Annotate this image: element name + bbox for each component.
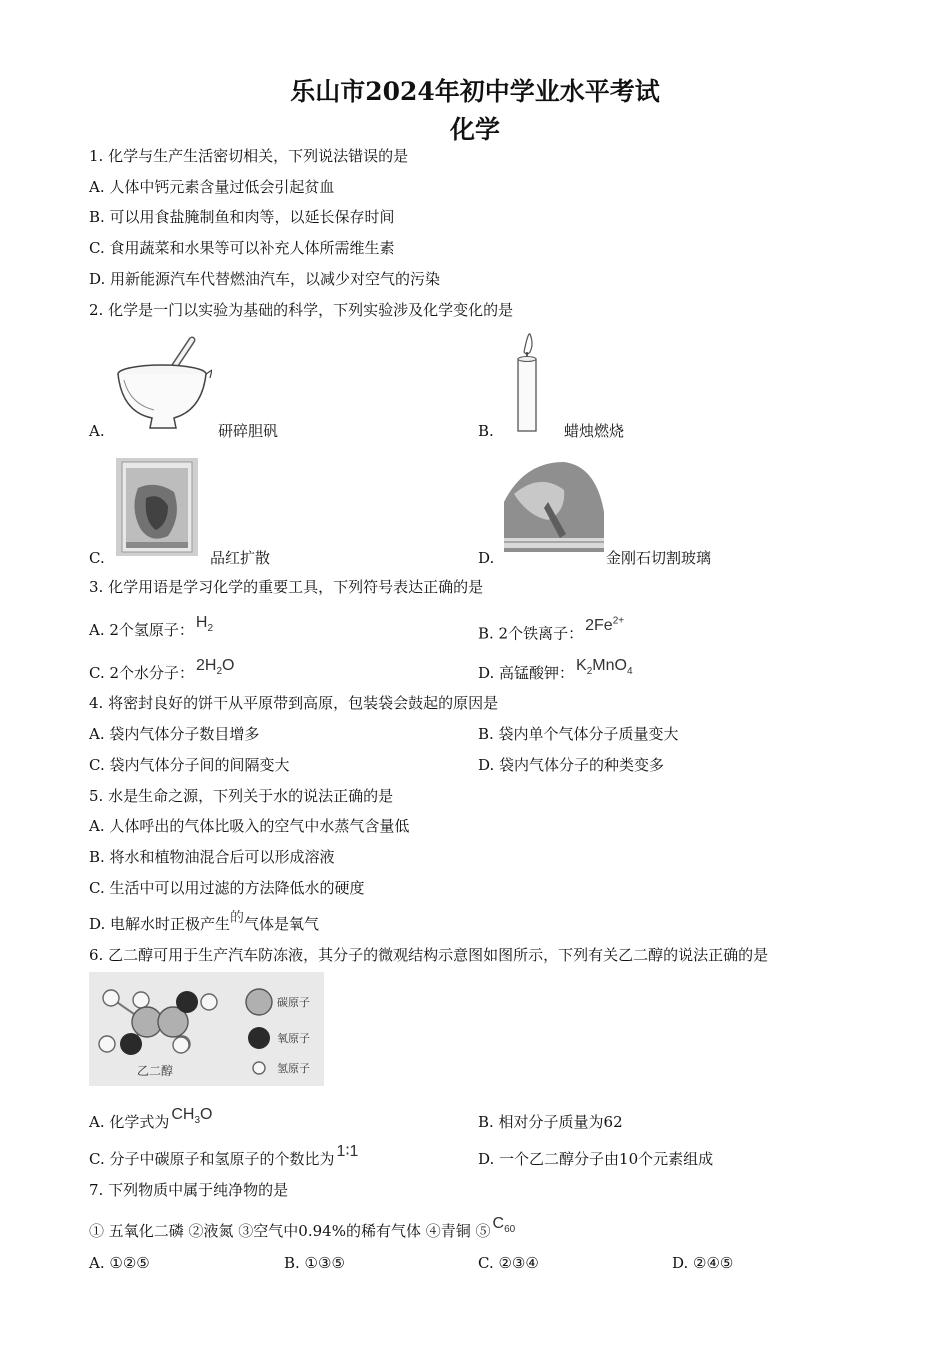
q2-option-a-text: 研碎胆矾 (218, 422, 279, 440)
q2-stem: 2. 化学是一门以实验为基础的科学，下列实验涉及化学变化的是 (89, 301, 514, 319)
q4-option-d: D. 袋内气体分子的种类变多 (478, 756, 665, 774)
q7-option-c: C. ②③④ (478, 1254, 539, 1272)
hydrogen-atom (103, 990, 119, 1006)
q4-stem: 4. 将密封良好的饼干从平原带到高原，包装袋会鼓起的原因是 (89, 694, 499, 712)
legend-carbon-atom (246, 989, 272, 1015)
q6-option-d: D. 一个乙二醇分子由10个元素组成 (478, 1150, 714, 1168)
q3-stem: 3. 化学用语是学习化学的重要工具，下列符号表达正确的是 (89, 578, 484, 596)
q5-option-d: D. 电解水时正极产生的气体是氧气 (89, 910, 320, 933)
q3-option-a (89, 614, 214, 647)
oxygen-atom (120, 1033, 142, 1055)
q6-option-c-ratio: 1∶1 (336, 1143, 359, 1160)
q7-option-d: D. ②④⑤ (672, 1254, 734, 1272)
legend-carbon-label: 碳原子 (277, 996, 310, 1009)
legend-oxygen-atom (248, 1027, 270, 1049)
q3-option-a-formula: $H_2$ (195, 614, 214, 635)
q5-option-a: A. 人体呼出的气体比吸入的空气中水蒸气含量低 (89, 817, 410, 835)
q4-option-b: B. 袋内单个气体分子质量变大 (478, 725, 679, 743)
q2-option-d-letter: D. (478, 549, 495, 567)
q2-option-c-text: 品红扩散 (210, 549, 271, 567)
exam-title: 乐山市2024年初中学业水平考试 (290, 77, 660, 106)
legend-oxygen-label: 氧原子 (277, 1032, 310, 1045)
q5-option-d-inserted-char: 的 (230, 910, 245, 926)
q1-stem: 1. 化学与生产生活密切相关，下列说法错误的是 (89, 147, 409, 165)
subject-title: 化学 (449, 115, 500, 144)
hydrogen-atom (201, 994, 217, 1010)
hydrogen-atom (99, 1036, 115, 1052)
hydrogen-atom (133, 992, 149, 1008)
q3-option-d (478, 657, 633, 690)
q5-stem: 5. 水是生命之源，下列关于水的说法正确的是 (89, 787, 394, 805)
ethylene-glycol-model-figure (89, 972, 324, 1086)
q2-option-b-letter: B. (478, 422, 494, 440)
q5-option-b: B. 将水和植物油混合后可以形成溶液 (89, 848, 335, 866)
q2-option-a-letter: A. (89, 422, 105, 440)
q3-option-c (89, 657, 235, 690)
diamond-cutting-glass-image (504, 462, 604, 558)
q3-option-d-label: D. 高锰酸钾： (478, 664, 575, 682)
q3-option-b-formula: $2Fe^{2+}$ (585, 616, 625, 635)
q6-option-a-formula: $CH_3O$ (171, 1106, 213, 1127)
legend-hydrogen-atom (253, 1062, 265, 1074)
q6-option-a: A. 化学式为 $CH_3O$ (89, 1106, 213, 1131)
dye-diffusion-beaker-image (116, 458, 198, 556)
q7-option-b: B. ①③⑤ (284, 1254, 345, 1272)
q1-option-c: C. 食用蔬菜和水果等可以补充人体所需维生素 (89, 239, 395, 257)
q3-option-c-formula: $2H_2O$ (196, 657, 235, 678)
q3-option-c-label: C. 2个水分子： (89, 664, 195, 682)
q6-stem: 6. 乙二醇可用于生产汽车防冻液，其分子的微观结构示意图如图所示，下列有关乙二醇的说法正确的是 (89, 946, 769, 964)
q4-option-a: A. 袋内气体分子数目增多 (89, 725, 260, 743)
q1-option-b: B. 可以用食盐腌制鱼和肉等，以延长保存时间 (89, 208, 395, 226)
candle-image (510, 330, 546, 435)
q3-option-b-label: B. 2个铁离子： (478, 624, 584, 643)
q7-item5-formula: $C_{60}$ (492, 1215, 516, 1236)
q6-option-c: C. 分子中碳原子和氢原子的个数比为 1∶1 (89, 1143, 359, 1168)
mortar-pestle-image (112, 334, 212, 434)
q1-option-a: A. 人体中钙元素含量过低会引起贫血 (89, 178, 335, 196)
q7-option-a: A. ①②⑤ (89, 1254, 150, 1272)
molecule-caption: 乙二醇 (137, 1064, 174, 1078)
q2-option-c-letter: C. (89, 549, 105, 567)
legend-hydrogen-label: 氢原子 (277, 1062, 310, 1075)
q1-option-d: D. 用新能源汽车代替燃油汽车，以减少对空气的污染 (89, 270, 441, 288)
q3-option-b (478, 616, 625, 644)
q7-items: ① 五氧化二磷 ②液氮 ③空气中0.94%的稀有气体 ④青铜 ⑤ $C_{60}$ (89, 1215, 516, 1240)
q2-option-d-text: 金刚石切割玻璃 (606, 549, 712, 567)
q7-stem: 7. 下列物质中属于纯净物的是 (89, 1181, 289, 1199)
q3-option-a-label: A. 2个氢原子： (89, 621, 194, 639)
q3-option-d-formula: $K_2MnO_4$ (576, 657, 633, 678)
oxygen-atom (176, 991, 198, 1013)
hydrogen-atom (173, 1037, 189, 1053)
q5-option-c: C. 生活中可以用过滤的方法降低水的硬度 (89, 879, 365, 897)
q2-option-b-text: 蜡烛燃烧 (564, 422, 625, 440)
q6-option-b: B. 相对分子质量为62 (478, 1113, 623, 1131)
q4-option-c: C. 袋内气体分子间的间隔变大 (89, 756, 290, 774)
